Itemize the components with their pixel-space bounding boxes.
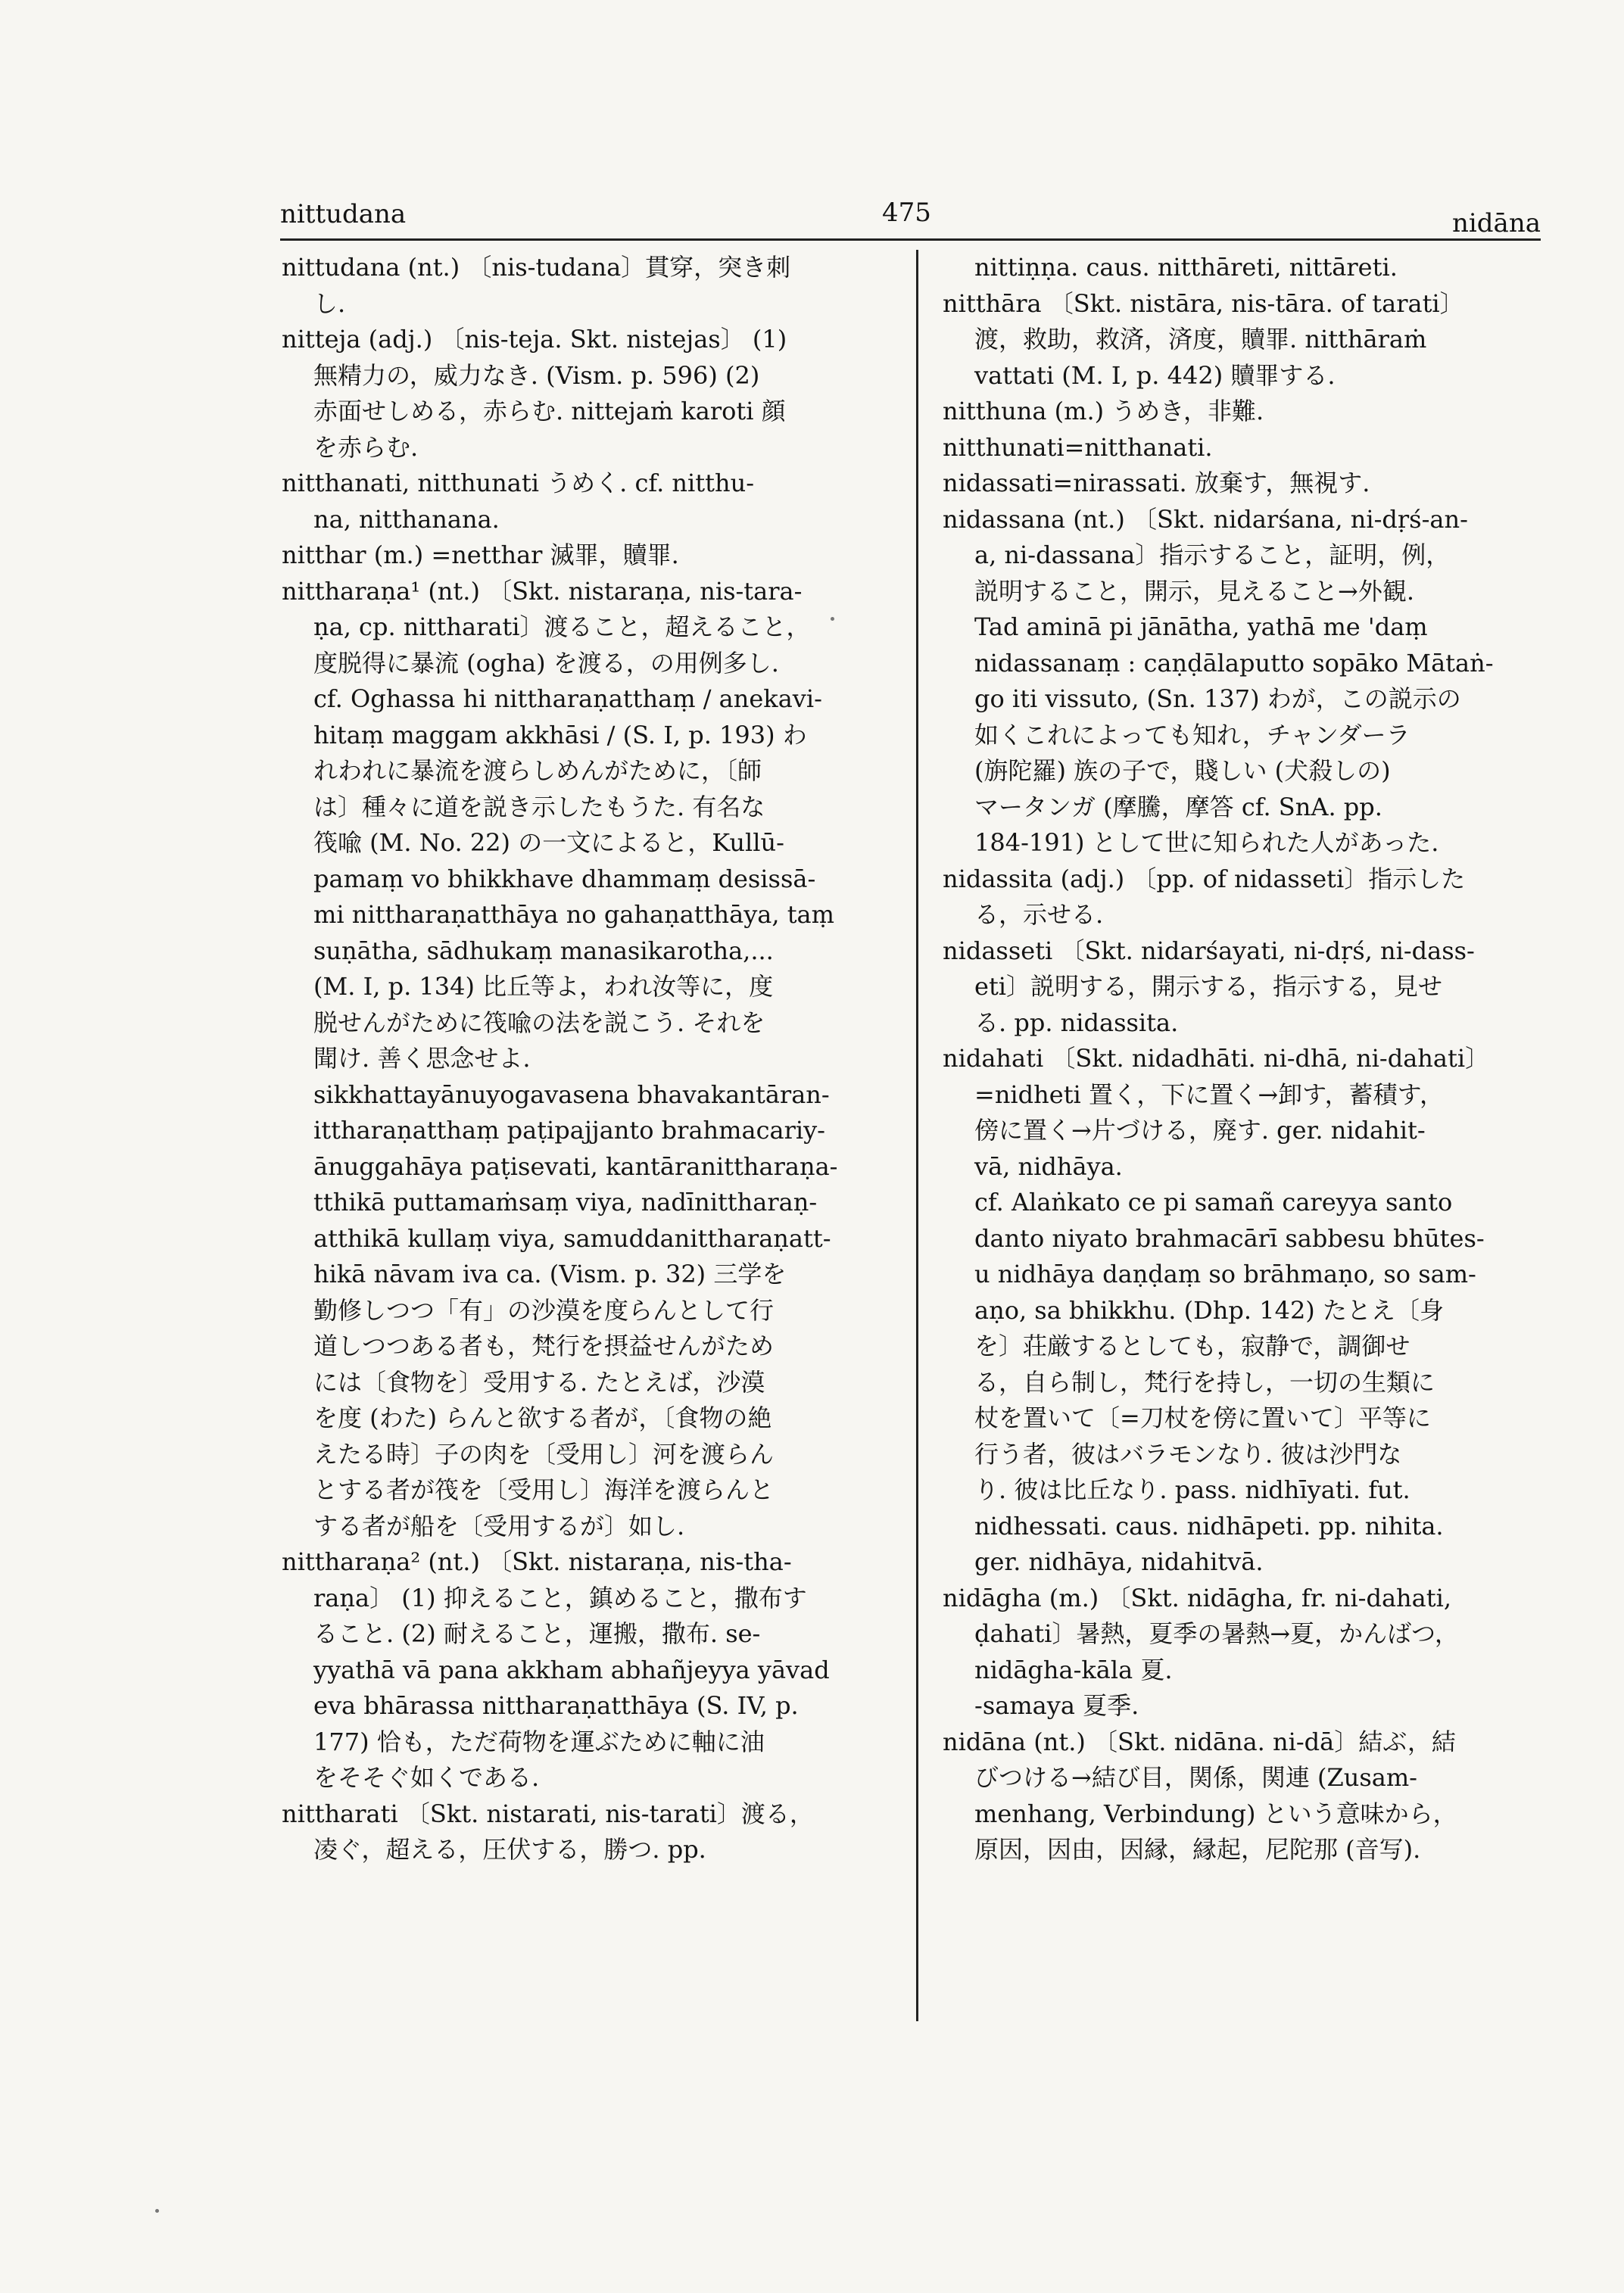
dictionary-line: 説明すること，開示，見えること→外観. [974, 576, 1414, 606]
dictionary-line: suṇātha, sādhukaṃ manasikarotha,... [313, 936, 774, 965]
dictionary-line: nidassita (adj.) 〔pp. of nidasseti〕指示した [943, 864, 1466, 893]
dictionary-line: は〕種々に道を説き示したもうた. 有名な [313, 792, 765, 821]
dictionary-line: ger. nidhāya, nidahitvā. [974, 1547, 1264, 1576]
dictionary-line: 無精力の，威力なき. (Vism. p. 596) (2) [313, 360, 760, 390]
dictionary-line: hitaṃ maggam akkhāsi / (S. I, p. 193) わ [313, 720, 807, 749]
dictionary-line: 原因，因由，因縁，縁起，尼陀那 (音写). [974, 1835, 1421, 1864]
dictionary-line: u nidhāya daṇḍaṃ so brāhmaṇo, so sam- [974, 1260, 1476, 1288]
dictionary-line: go iti vissuto, (Sn. 137) わが，この説示の [974, 684, 1461, 713]
dictionary-line: danto niyato brahmacārī sabbesu bhūtes- [974, 1223, 1485, 1253]
dictionary-line: びつける→結び目，関係，関連 (Zusam- [974, 1763, 1417, 1792]
dictionary-line: nidassanaṃ : caṇḍālaputto sopāko Mātaṅ- [974, 648, 1494, 678]
dictionary-line: る，自ら制し，梵行を持し，一切の生類に [974, 1367, 1435, 1397]
dictionary-line: 177) 恰も，ただ荷物を運ぶために軸に油 [313, 1727, 765, 1756]
dictionary-line: 聞け. 善く思念せよ. [313, 1044, 531, 1073]
dictionary-line: 如くこれによっても知れ，チャンダーラ [974, 720, 1410, 749]
dictionary-line: する者が船を〔受用するが〕如し. [313, 1511, 685, 1541]
dictionary-line: sikkhattayānuyogavasena bhavakantāran- [313, 1080, 830, 1109]
dictionary-line: り. 彼は比丘なり. pass. nidhīyati. fut. [974, 1475, 1410, 1504]
dictionary-line: yyathā vā pana akkham abhañjeyya yāvad [313, 1655, 830, 1684]
dictionary-line: na, nitthanana. [313, 504, 500, 534]
dictionary-line: ること. (2) 耐えること，運搬，撒布. se- [313, 1619, 761, 1648]
dictionary-line: し. [313, 288, 346, 318]
dictionary-line: 傍に置く→片づける，廃す. ger. nidahit- [974, 1116, 1426, 1145]
dictionary-line: nitthar (m.) =netthar 滅罪，贖罪. [282, 541, 679, 569]
dictionary-line: 凌ぐ，超える，圧伏する，勝つ. pp. [313, 1835, 706, 1864]
dictionary-line: hikā nāvam iva ca. (Vism. p. 32) 三学を [313, 1260, 787, 1288]
dictionary-line: nittudana (nt.) 〔nis-tudana〕貫穿，突き刺 [282, 253, 791, 282]
dictionary-line: ānuggahāya paṭisevati, kantāranittharaṇa- [313, 1151, 838, 1181]
dictionary-line: 脱せんがために筏喩の法を説こう. それを [313, 1008, 765, 1037]
dictionary-line: 行う者，彼はバラモンなり. 彼は沙門な [974, 1439, 1402, 1469]
dictionary-line: nitthanati, nitthunati うめく. cf. nitthu- [282, 469, 755, 497]
dictionary-line: nittharaṇa¹ (nt.) 〔Skt. nistaraṇa, nis-tara- [282, 576, 803, 606]
dictionary-line: atthikā kullaṃ viya, samuddanittharaṇatt- [313, 1223, 831, 1253]
dictionary-line: eti〕説明する，開示する，指示する，見せ [974, 972, 1443, 1001]
dictionary-line: 渡，救助，救済，済度，贖罪. nitthāraṁ [974, 325, 1427, 354]
dictionary-line: には〔食物を〕受用する. たとえば，沙漠 [313, 1367, 765, 1397]
dictionary-line: nidāgha (m.) 〔Skt. nidāgha, fr. ni-dahati, [943, 1583, 1451, 1612]
column-divider [916, 250, 918, 2021]
dictionary-line: えたる時〕子の肉を〔受用し〕河を渡らん [313, 1439, 775, 1469]
dictionary-line: 道しつつある者も，梵行を摂益せんがため [313, 1332, 775, 1360]
speck-mark [155, 2209, 159, 2213]
dictionary-line: nidāna (nt.) 〔Skt. nidāna. ni-dā〕結ぶ，結 [943, 1727, 1456, 1756]
dictionary-line: 筏喩 (M. No. 22) の一文によると，Kullū- [313, 828, 784, 857]
dictionary-line: Tad aminā pi jānātha, yathā me 'daṃ [974, 612, 1428, 641]
dictionary-line: る，示せる. [974, 900, 1104, 929]
dictionary-line: pamaṃ vo bhikkhave dhammaṃ desissā- [313, 864, 816, 893]
dictionary-line: を赤らむ. [313, 432, 419, 462]
dictionary-line: (旃陀羅) 族の子で，賤しい (犬殺しの) [974, 756, 1391, 785]
dictionary-line: マータンガ (摩騰，摩答 cf. SnA. pp. [974, 792, 1382, 821]
dictionary-line: vā, nidhāya. [974, 1151, 1123, 1181]
dictionary-line: tthikā puttamaṁsaṃ viya, nadīnittharaṇ- [313, 1188, 818, 1217]
dictionary-line: 勤修しつつ「有」の沙漠を度らんとして行 [313, 1295, 775, 1325]
speck-mark [831, 617, 834, 621]
dictionary-line: nittharaṇa² (nt.) 〔Skt. nistaraṇa, nis-tha- [282, 1547, 792, 1576]
dictionary-line: nitthunati=nitthanati. [943, 432, 1213, 462]
dictionary-line: raṇa〕 (1) 抑えること，鎮めること，撒布す [313, 1583, 807, 1612]
dictionary-line: とする者が筏を〔受用し〕海洋を渡らんと [313, 1475, 775, 1504]
dictionary-line: mi nittharaṇatthāya no gahaṇatthāya, taṃ [313, 900, 834, 929]
dictionary-line: cf. Alaṅkato ce pi samañ careyya santo [974, 1188, 1453, 1217]
dictionary-line: を度 (わた) らんと欲する者が，〔食物の絶 [313, 1404, 772, 1432]
dictionary-line: 184-191) として世に知られた人があった. [974, 828, 1439, 857]
dictionary-line: 度脱得に暴流 (ogha) を渡る，の用例多し. [313, 648, 779, 678]
dictionary-line: nidassana (nt.) 〔Skt. nidarśana, ni-dṛś-an- [943, 504, 1468, 534]
dictionary-line: menhang, Verbindung) という意味から， [974, 1799, 1457, 1828]
dictionary-line: nitthāra 〔Skt. nistāra, nis-tāra. of tarati〕 [943, 288, 1464, 318]
dictionary-line: nidahati 〔Skt. nidadhāti. ni-dhā, ni-dahati〕 [943, 1044, 1490, 1073]
running-head-right: nidāna [1452, 208, 1541, 238]
page-number: 475 [882, 198, 931, 228]
dictionary-line: =nidheti 置く，下に置く→卸す，蓄積す， [974, 1080, 1445, 1109]
dictionary-line: (M. I, p. 134) 比丘等よ，われ汝等に，度 [313, 972, 774, 1001]
dictionary-line: nittharati 〔Skt. nistarati, nis-tarati〕渡る， [282, 1799, 814, 1828]
dictionary-line: nidhessati. caus. nidhāpeti. pp. nihita. [974, 1511, 1444, 1541]
dictionary-line: eva bhārassa nittharaṇatthāya (S. IV, p. [313, 1691, 799, 1720]
dictionary-line: aṇo, sa bhikkhu. (Dhp. 142) たとえ〔身 [974, 1295, 1444, 1325]
dictionary-line: -samaya 夏季. [974, 1691, 1139, 1720]
dictionary-line: ḍahati〕暑熱，夏季の暑熱→夏，かんばつ， [974, 1619, 1459, 1648]
dictionary-line: nittiṇṇa. caus. nitthāreti, nittāreti. [974, 253, 1398, 282]
dictionary-line: vattati (M. I, p. 442) 贖罪する. [974, 360, 1336, 390]
dictionary-line: nidasseti 〔Skt. nidarśayati, ni-dṛś, ni-dass- [943, 936, 1475, 965]
dictionary-line: nidassati=nirassati. 放棄す，無視す. [943, 469, 1370, 497]
dictionary-line: をそそぐ如くである. [313, 1763, 540, 1792]
dictionary-line: る. pp. nidassita. [974, 1008, 1179, 1037]
left-column [282, 250, 887, 1868]
dictionary-line: a, ni-dassana〕指示すること，証明，例， [974, 541, 1451, 569]
dictionary-line: 赤面せしめる，赤らむ. nittejaṁ karoti 顔 [313, 397, 786, 425]
header-rule [280, 238, 1541, 241]
dictionary-line: ṇa, cp. nittharati〕渡ること，超えること， [313, 612, 811, 641]
dictionary-line: を〕荘厳するとしても，寂静で，調御せ [974, 1332, 1410, 1360]
right-column [943, 250, 1541, 1868]
running-head-left: nittudana [280, 199, 407, 229]
dictionary-line: nitteja (adj.) 〔nis-teja. Skt. nistejas〕 (1) [282, 325, 787, 354]
dictionary-line: nitthuna (m.) うめき，非難. [943, 397, 1264, 425]
dictionary-line: cf. Oghassa hi nittharaṇatthaṃ / anekavi- [313, 684, 822, 713]
dictionary-line: ittharaṇatthaṃ paṭipajjanto brahmacariy- [313, 1116, 825, 1145]
dictionary-line: 杖を置いて〔=刀杖を傍に置いて〕平等に [974, 1404, 1431, 1432]
dictionary-line: nidāgha-kāla 夏. [974, 1655, 1173, 1684]
dictionary-line: れわれに暴流を渡らしめんがために，〔師 [313, 756, 762, 785]
